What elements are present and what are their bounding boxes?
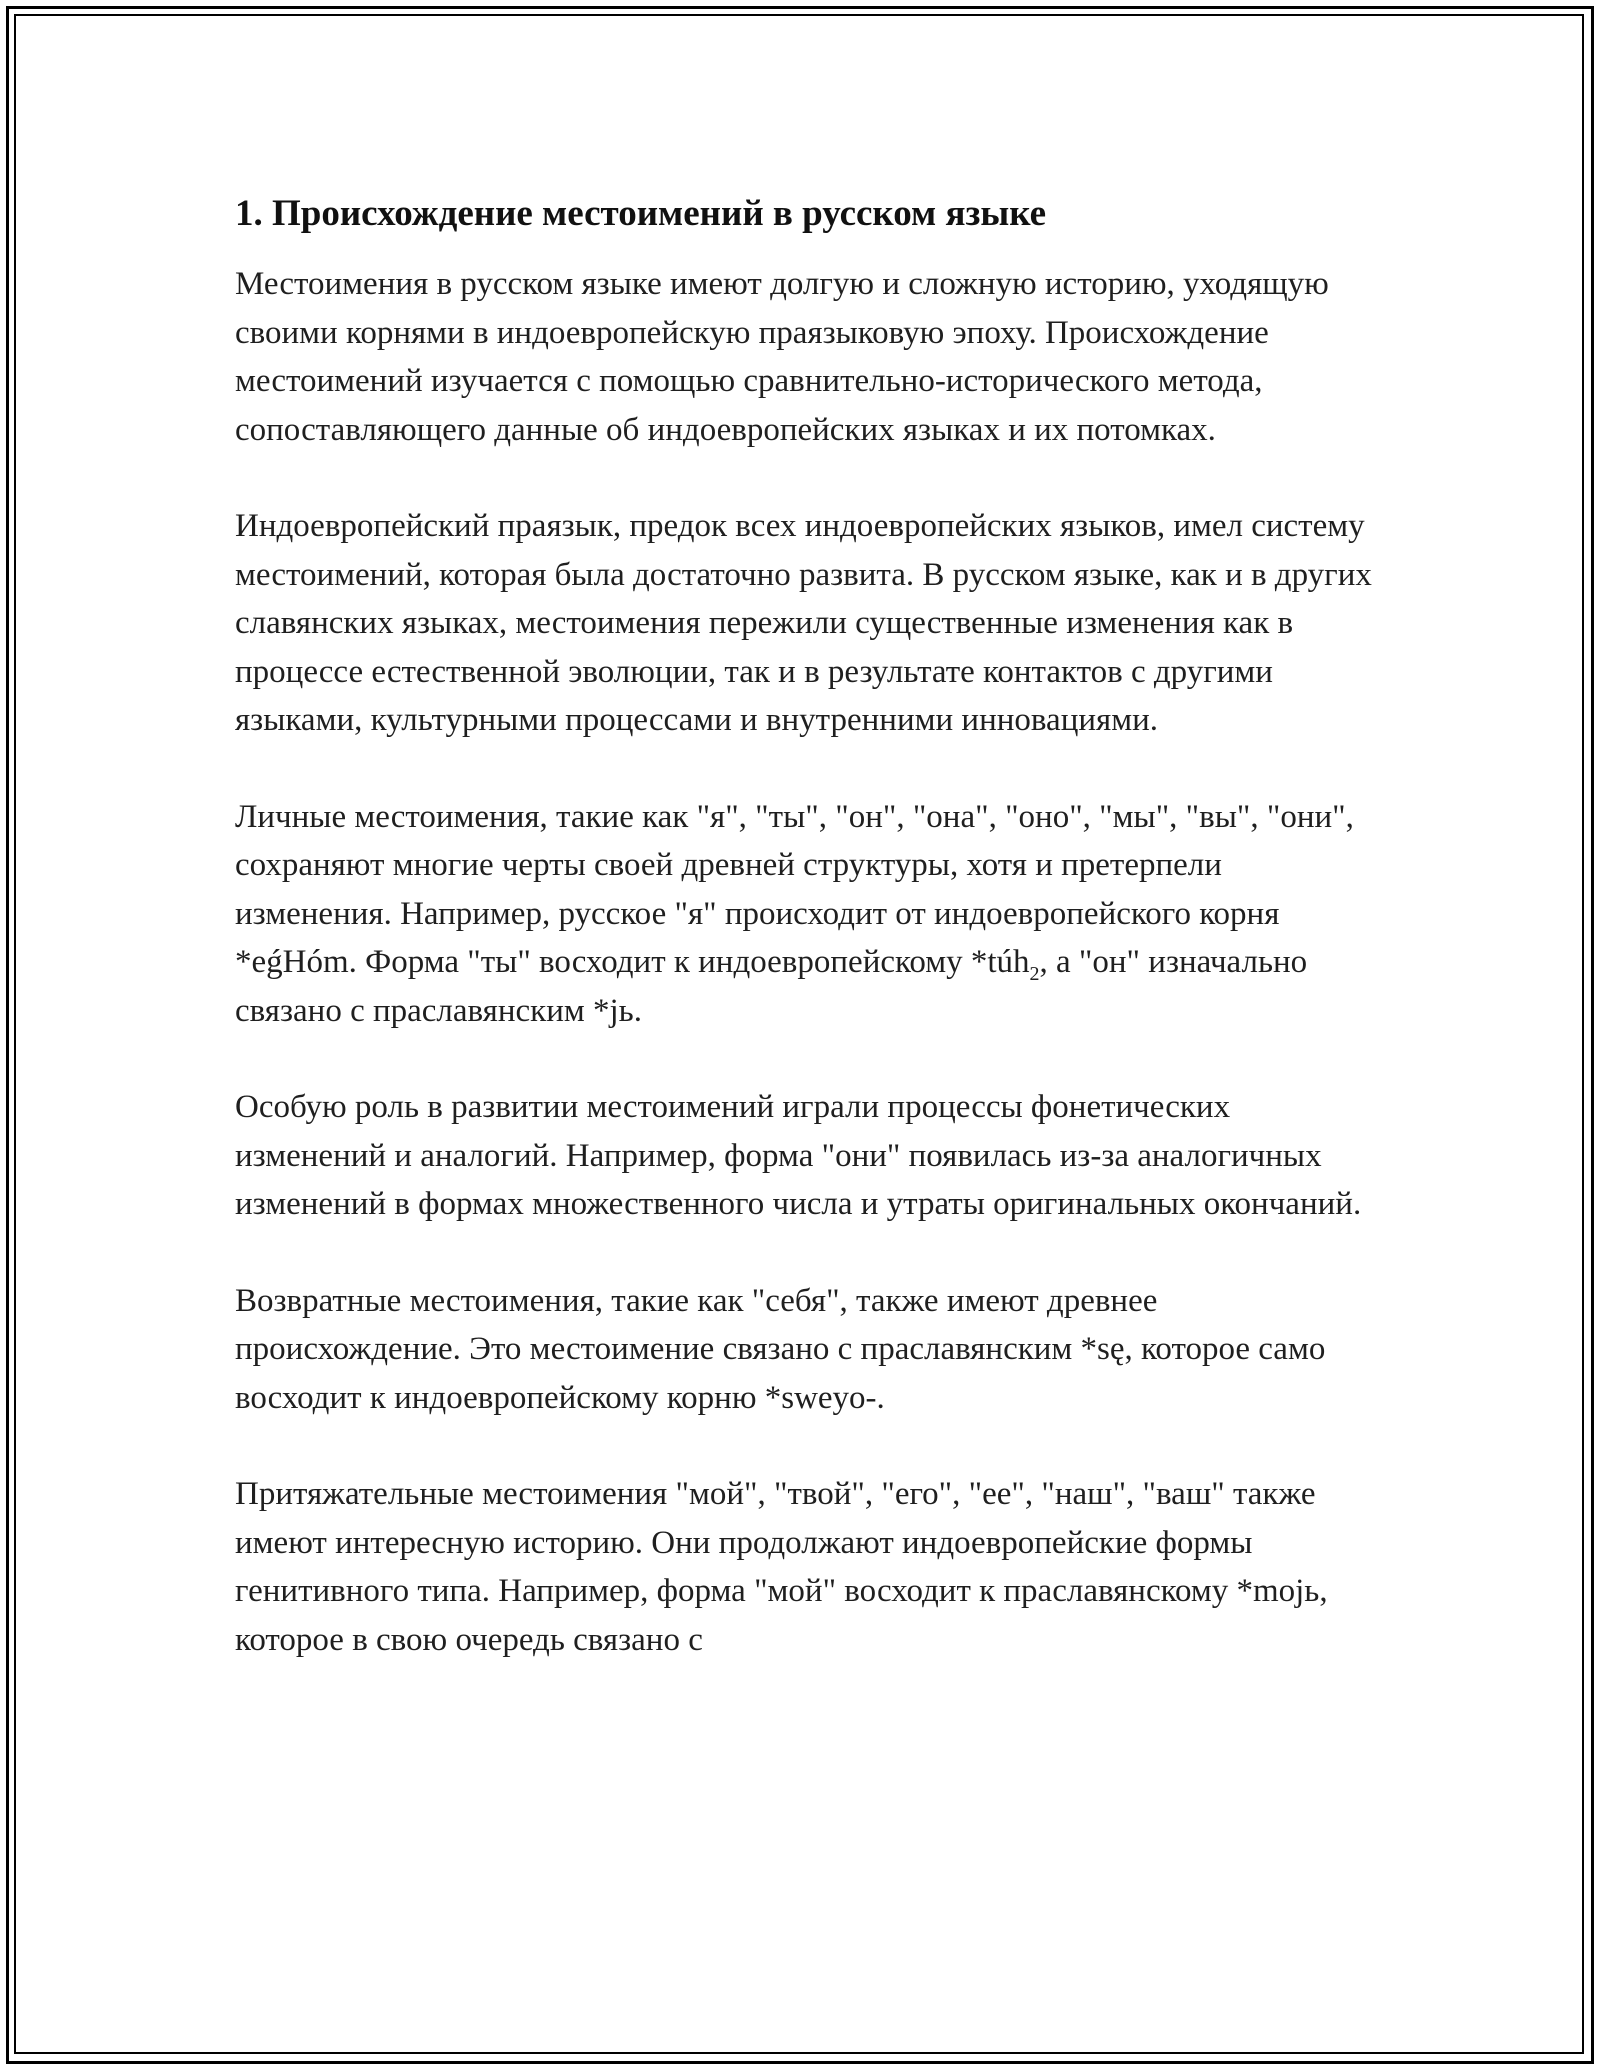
paragraph-reflexive-pronouns: Возвратные местоимения, такие как "себя", также имеют древнее происхождение. Это местоимение связано с праславянским *sę, которое само восходит к индоевропейскому корню *sweyo-.: [235, 1282, 1326, 1416]
paragraph-possessive-pronouns: Притяжательные местоимения "мой", "твой", "его", "ее", "наш", "ваш" также имеют интересную историю. Они продолжают индоевропейские формы генитивного типа. Например, форма "мой" восходит к праславянскому *mojь, которое в свою очередь связано с: [235, 1476, 1328, 1658]
document-body: [235, 188, 1385, 1664]
section-title: 1. Происхождение местоимений в русском языке: [235, 193, 1047, 234]
personal-pronouns-text-start: Личные местоимения, такие как "я", "ты", "он", "она", "оно", "мы", "вы", "они", сохраняют многие черты своей древней структуры, хотя и претерпели изменения. Например, русское "я" происходит от индоевропейского корня *eǵHóm. Форма "ты" восходит к индоевропейскому *túh: [235, 798, 1354, 980]
paragraph-origin-overview: Местоимения в русском языке имеют долгую и сложную историю, уходящую своими корнями в индоевропейскую праязыковую эпоху. Происхождение местоимений изучается с помощью сравнительно-исторического метода, сопоставляющего данные об индоевропейских языках и их потомках.: [235, 266, 1329, 448]
paragraph-proto-language: Индоевропейский праязык, предок всех индоевропейских языков, имел систему местоимений, которая была достаточно развита. В русском языке, как и в других славянских языках, местоимения пережили существенные изменения как в процессе естественной эволюции, так и в результате контактов с другими языками, культурными процессами и внутренними инновациями.: [235, 508, 1372, 738]
paragraph-personal-pronouns: [235, 793, 1385, 1036]
subscript-two: 2: [1029, 963, 1040, 985]
personal-pronouns-text-end: , а "он" изначально связано с праславянским *jь.: [235, 944, 1308, 1029]
paragraph-phonetic-changes: Особую роль в развитии местоимений играли процессы фонетических изменений и аналогий. Например, форма "они" появилась из-за аналогичных изменений в формах множественного числа и утраты оригинальных окончаний.: [235, 1089, 1362, 1222]
